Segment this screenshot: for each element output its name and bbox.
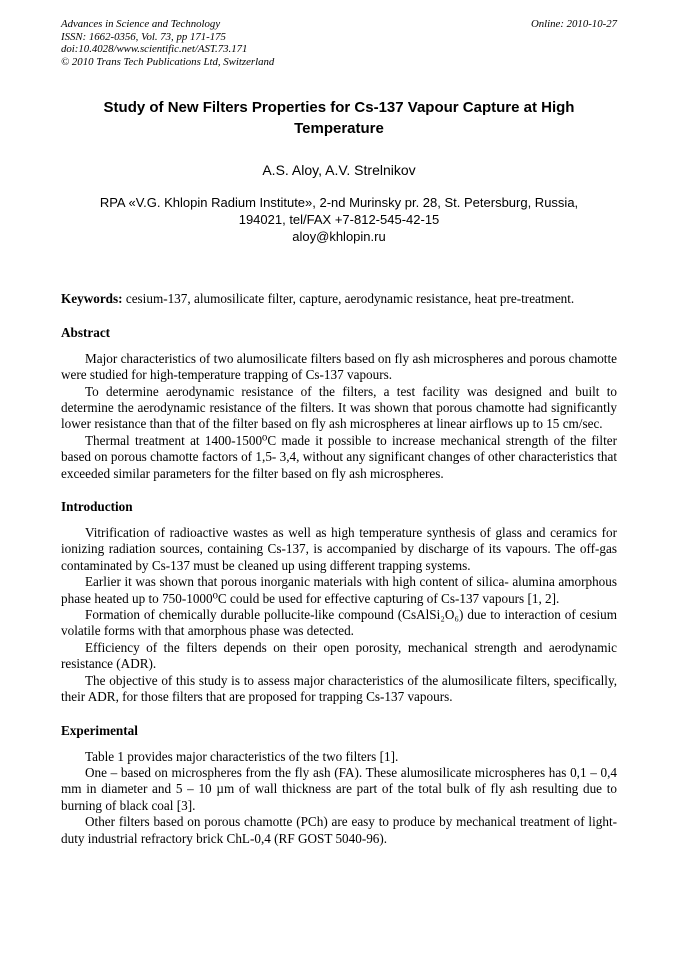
paragraph: Other filters based on porous chamotte (PCh) are easy to produce by mechanical treatment of light-duty industrial refractory brick ChL-0,4 (RF GOST 5040-96).: [61, 814, 617, 846]
journal-issn-volume: ISSN: 1662-0356, Vol. 73, pp 171-175: [61, 30, 226, 43]
journal-title: Advances in Science and Technology: [61, 18, 221, 30]
paragraph: Vitrification of radioactive wastes as well as high temperature synthesis of glass and ceramics for ionizing radiation sources, containing Cs-137, is accompanied by discharge of its vapours. The off-gas contaminated by Cs-137 must be cleaned up using different trapping systems.: [61, 525, 617, 573]
section-heading-abstract: Abstract: [61, 324, 111, 340]
online-date: Online: 2010-10-27: [530, 18, 617, 30]
section-abstract: [61, 324, 617, 482]
paragraph: Major characteristics of two alumosilicate filters based on fly ash microspheres and porous chamotte were studied for high-temperature trapping of Cs-137 vapours.: [61, 350, 617, 383]
paragraph: Earlier it was shown that porous inorganic materials with high content of silica- alumina amorphous phase heated up to 750-1000⁰C could be used for effective capturing of Cs-137 vapours [1, 2].: [61, 574, 617, 606]
section-experimental: [61, 722, 617, 847]
section-heading-introduction: Introduction: [61, 499, 133, 515]
keywords-line: [61, 291, 617, 307]
section-introduction: [61, 498, 617, 705]
paragraph: Thermal treatment at 1400-1500⁰C made it possible to increase mechanical strength of the filter based on porous chamotte factors of 1,5- 3,4, without any significant changes of other characteristics that exceeded similar parameters for the filter based on fly ash microspheres.: [61, 432, 617, 481]
journal-header: [61, 18, 617, 68]
paper-title: Study of New Filters Properties for Cs-137 Vapour Capture at High Temperature: [103, 99, 575, 138]
paragraph: Table 1 provides major characteristics of the two filters [1].: [85, 748, 399, 764]
affiliation-email: aloy@khlopin.ru: [292, 229, 386, 245]
paragraph: The objective of this study is to assess major characteristics of the alumosilicate filters, specifically, their ADR, for those filters that are proposed for trapping Cs-137 vapours.: [61, 672, 617, 705]
affiliation-line-2: 194021, tel/FAX +7-812-545-42-15: [238, 212, 440, 228]
affiliation-line-1: RPA «V.G. Khlopin Radium Institute», 2-nd Murinsky pr. 28, St. Petersburg, Russia,: [99, 195, 579, 211]
journal-copyright: © 2010 Trans Tech Publications Ltd, Switzerland: [61, 55, 275, 68]
section-heading-experimental: Experimental: [61, 722, 138, 738]
paper-authors: A.S. Aloy, A.V. Strelnikov: [262, 162, 416, 179]
keywords-label: Keywords:: [61, 291, 123, 307]
affiliation-block: [61, 194, 617, 245]
journal-doi: doi:10.4028/www.scientific.net/AST.73.171: [61, 43, 248, 56]
paragraph: One – based on microspheres from the fly ash (FA). These alumosilicate microspheres has 0,1 – 0,4 mm in diameter and 5 – 10 µm of wall thickness are part of the total bulk of fly ash resulting due to burning of black coal [3].: [61, 764, 617, 813]
paragraph: Formation of chemically durable pollucite-like compound (CsAlSi₂O₆) due to interaction of cesium volatile forms with that amorphous phase was detected.: [61, 607, 617, 639]
paragraph: To determine aerodynamic resistance of the filters, a test facility was designed and built to determine the aerodynamic resistance of the filters. It was shown that porous chamotte had significantly lower resistance than that of the filter based on fly ash microspheres at linear airflows up to 15 cm/sec.: [61, 383, 617, 432]
paragraph: Efficiency of the filters depends on their open porosity, mechanical strength and aerodynamic resistance (ADR).: [61, 639, 617, 672]
journal-header-left: [61, 18, 274, 68]
keywords-text: cesium-137, alumosilicate filter, capture, aerodynamic resistance, heat pre-treatment.: [125, 291, 575, 307]
